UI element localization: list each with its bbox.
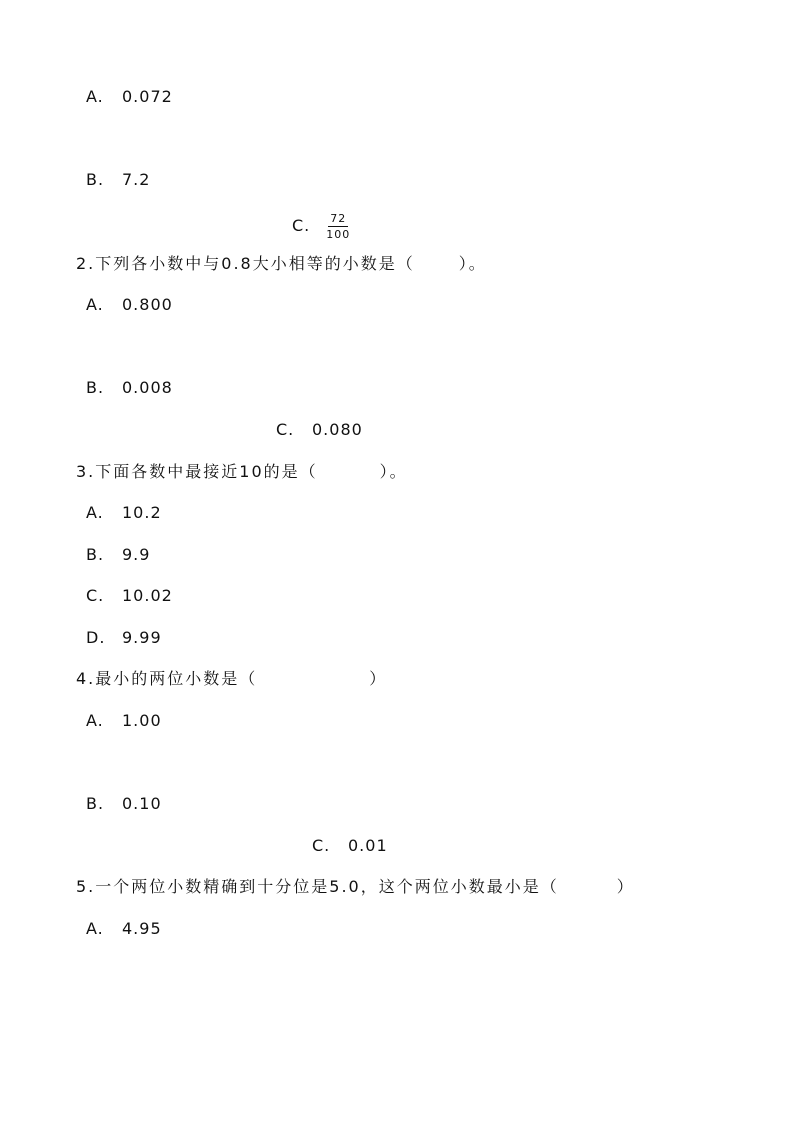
option-text: 10.2 xyxy=(122,503,162,522)
fraction-denominator: 100 xyxy=(326,228,351,241)
option-text: 0.800 xyxy=(122,295,173,314)
question-2 xyxy=(76,254,487,274)
option-text: 0.008 xyxy=(122,378,173,397)
q2-option-b xyxy=(86,378,173,398)
option-text: 0.072 xyxy=(122,87,173,106)
q1-option-c xyxy=(292,212,352,241)
q4-option-b xyxy=(86,794,162,814)
question-text: 2.下列各小数中与0.8大小相等的小数是（ xyxy=(76,254,415,273)
option-text: 1.00 xyxy=(122,711,162,730)
question-text: 5.一个两位小数精确到十分位是5.0，这个两位小数最小是（ xyxy=(76,877,559,896)
option-label: B. xyxy=(86,545,105,564)
option-label: A. xyxy=(86,919,104,938)
option-label: C. xyxy=(86,586,105,605)
q2-option-a xyxy=(86,295,173,315)
option-label: C. xyxy=(312,836,331,855)
question-text: 4.最小的两位小数是（ xyxy=(76,669,258,688)
option-label: B. xyxy=(86,170,105,189)
fraction-numerator: 72 xyxy=(330,212,347,225)
q1-option-b xyxy=(86,170,150,190)
option-label: B. xyxy=(86,794,105,813)
question-4 xyxy=(76,669,387,689)
q5-option-a xyxy=(86,919,162,939)
option-text: 7.2 xyxy=(122,170,151,189)
option-label: C. xyxy=(276,420,295,439)
question-text: 3.下面各数中最接近10的是（ xyxy=(76,462,318,481)
option-label: A. xyxy=(86,503,104,522)
option-label: A. xyxy=(86,295,104,314)
option-text: 0.01 xyxy=(348,836,388,855)
option-text: 4.95 xyxy=(122,919,162,938)
q4-option-a xyxy=(86,711,162,731)
fraction xyxy=(324,212,352,241)
q3-option-a xyxy=(86,503,162,523)
option-label: B. xyxy=(86,378,105,397)
question-5 xyxy=(76,877,635,897)
option-text: 10.02 xyxy=(122,586,173,605)
question-close: ）。 xyxy=(379,462,408,481)
q4-option-c xyxy=(312,836,388,856)
q3-option-d xyxy=(86,628,162,648)
option-text: 9.9 xyxy=(122,545,151,564)
option-label: C. xyxy=(292,216,311,235)
question-close: ） xyxy=(616,877,635,896)
option-text: 9.99 xyxy=(122,628,162,647)
option-label: A. xyxy=(86,87,104,106)
question-close: ）。 xyxy=(458,254,487,273)
question-3 xyxy=(76,462,408,482)
question-close: ） xyxy=(369,669,388,688)
option-label: D. xyxy=(86,628,106,647)
option-label: A. xyxy=(86,711,104,730)
q3-option-c xyxy=(86,586,173,606)
q3-option-b xyxy=(86,545,150,565)
option-text: 0.080 xyxy=(312,420,363,439)
option-text: 0.10 xyxy=(122,794,162,813)
q2-option-c xyxy=(276,420,363,440)
q1-option-a xyxy=(86,87,173,107)
